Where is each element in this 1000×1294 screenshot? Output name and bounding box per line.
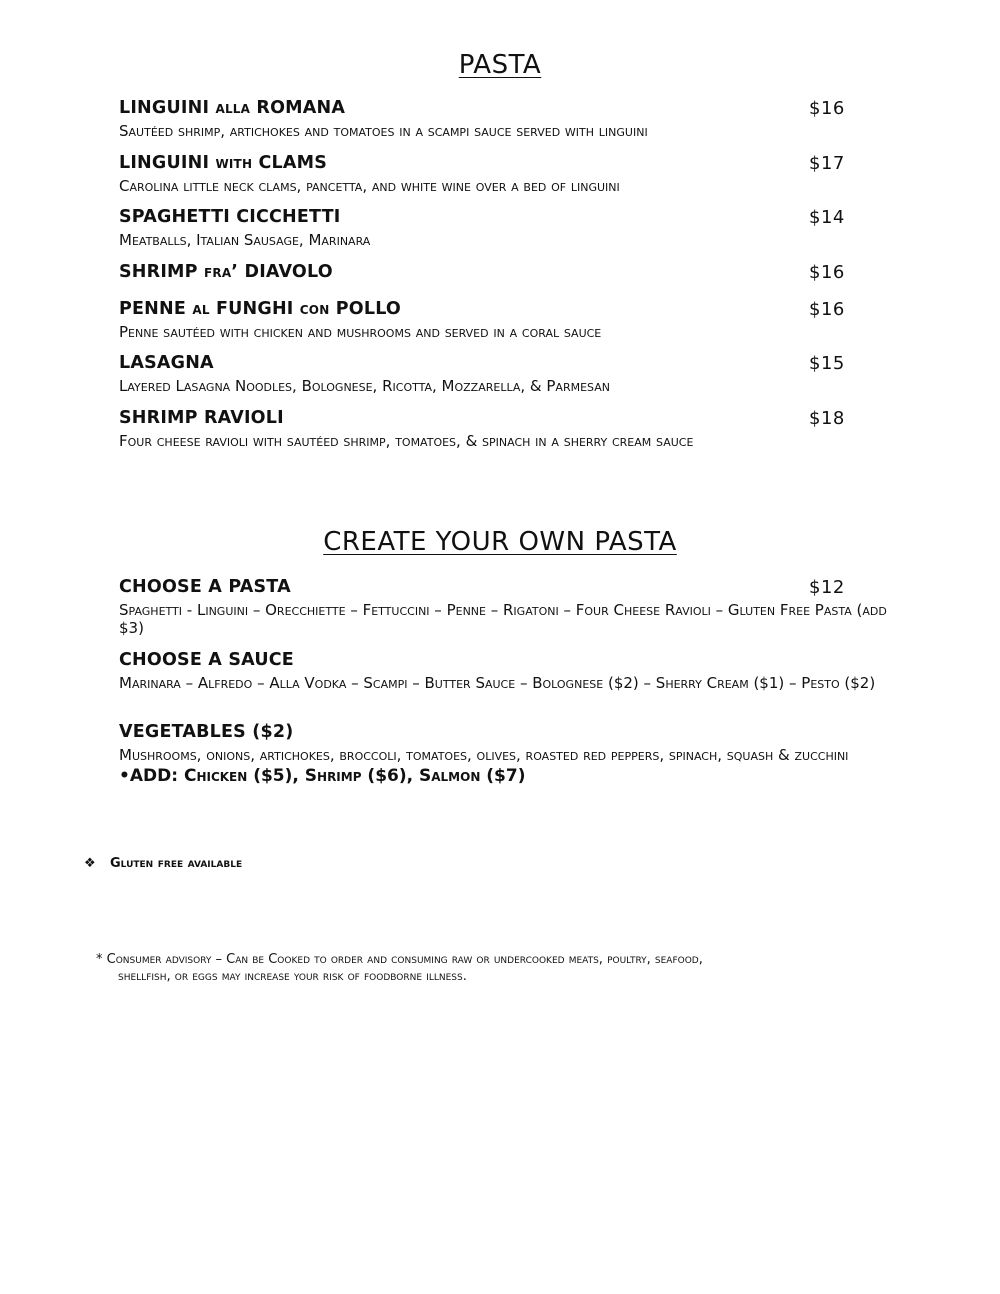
- item-price: $16: [809, 98, 845, 119]
- menu-item-shrimp-fra-diavolo: [119, 262, 879, 286]
- item-price: $14: [809, 207, 845, 228]
- item-description: Penne sautéed with chicken and mushrooms and served in a coral sauce: [119, 323, 602, 341]
- pasta-section-title: PASTA: [458, 50, 542, 80]
- menu-item-shrimp-ravioli: [119, 408, 879, 450]
- choose-pasta: [119, 577, 887, 637]
- item-description: Spaghetti - Linguini – Orecchiette – Fettuccini – Penne – Rigatoni – Four Cheese Ravioli – Gluten Free Pasta (add $3): [119, 601, 887, 637]
- gluten-free-note: ❖ Gluten free available: [84, 856, 243, 871]
- item-price: $16: [809, 262, 845, 283]
- item-description: Marinara – Alfredo – Alla Vodka – Scampi – Butter Sauce – Bolognese ($2) – Sherry Cream ($1) – Pesto ($2): [119, 674, 876, 692]
- item-price: $18: [809, 408, 845, 429]
- choose-sauce: [119, 650, 879, 692]
- item-name: PENNE al FUNGHI con POLLO: [119, 299, 402, 319]
- item-name: VEGETABLES ($2): [119, 722, 294, 742]
- item-description: Meatballs, Italian Sausage, Marinara: [119, 231, 371, 249]
- item-price: $15: [809, 353, 845, 374]
- menu-item-linguini-romana: [119, 98, 879, 140]
- item-name: SPAGHETTI CICCHETTI: [119, 207, 341, 227]
- item-price: $16: [809, 299, 845, 320]
- item-description: Mushrooms, onions, artichokes, broccoli, tomatoes, olives, roasted red peppers, spinach, squash & zucchini: [119, 746, 849, 764]
- create-section-title: CREATE YOUR OWN PASTA: [323, 527, 677, 557]
- item-name: LINGUINI with CLAMS: [119, 153, 328, 173]
- item-name: SHRIMP RAVIOLI: [119, 408, 284, 428]
- menu-item-linguini-clams: [119, 153, 879, 195]
- item-name: CHOOSE A SAUCE: [119, 650, 294, 670]
- protein-addon: •ADD: Chicken ($5), Shrimp ($6), Salmon ($7): [119, 766, 526, 786]
- consumer-advisory: * Consumer advisory – Can be Cooked to order and consuming raw or undercooked meats, poultry, seafood, shellfish, or eggs may increase your risk of foodborne illness.: [96, 952, 703, 984]
- item-description: Layered Lasagna Noodles, Bolognese, Ricotta, Mozzarella, & Parmesan: [119, 377, 610, 395]
- item-description: Carolina little neck clams, pancetta, and white wine over a bed of linguini: [119, 177, 620, 195]
- vegetables: [119, 722, 879, 786]
- item-price: $12: [809, 577, 845, 598]
- item-name: LINGUINI alla ROMANA: [119, 98, 346, 118]
- item-description: Sautéed shrimp, artichokes and tomatoes in a scampi sauce served with linguini: [119, 122, 648, 140]
- item-name: CHOOSE A PASTA: [119, 577, 291, 597]
- menu-item-lasagna: [119, 353, 879, 395]
- menu-item-penne-funghi-pollo: [119, 299, 879, 341]
- item-name: LASAGNA: [119, 353, 214, 373]
- item-description: Four cheese ravioli with sautéed shrimp, tomatoes, & spinach in a sherry cream sauce: [119, 432, 694, 450]
- item-name: SHRIMP fra’ DIAVOLO: [119, 262, 333, 282]
- item-price: $17: [809, 153, 845, 174]
- menu-item-spaghetti-cicchetti: [119, 207, 879, 249]
- diamond-bullet-icon: ❖: [84, 856, 96, 871]
